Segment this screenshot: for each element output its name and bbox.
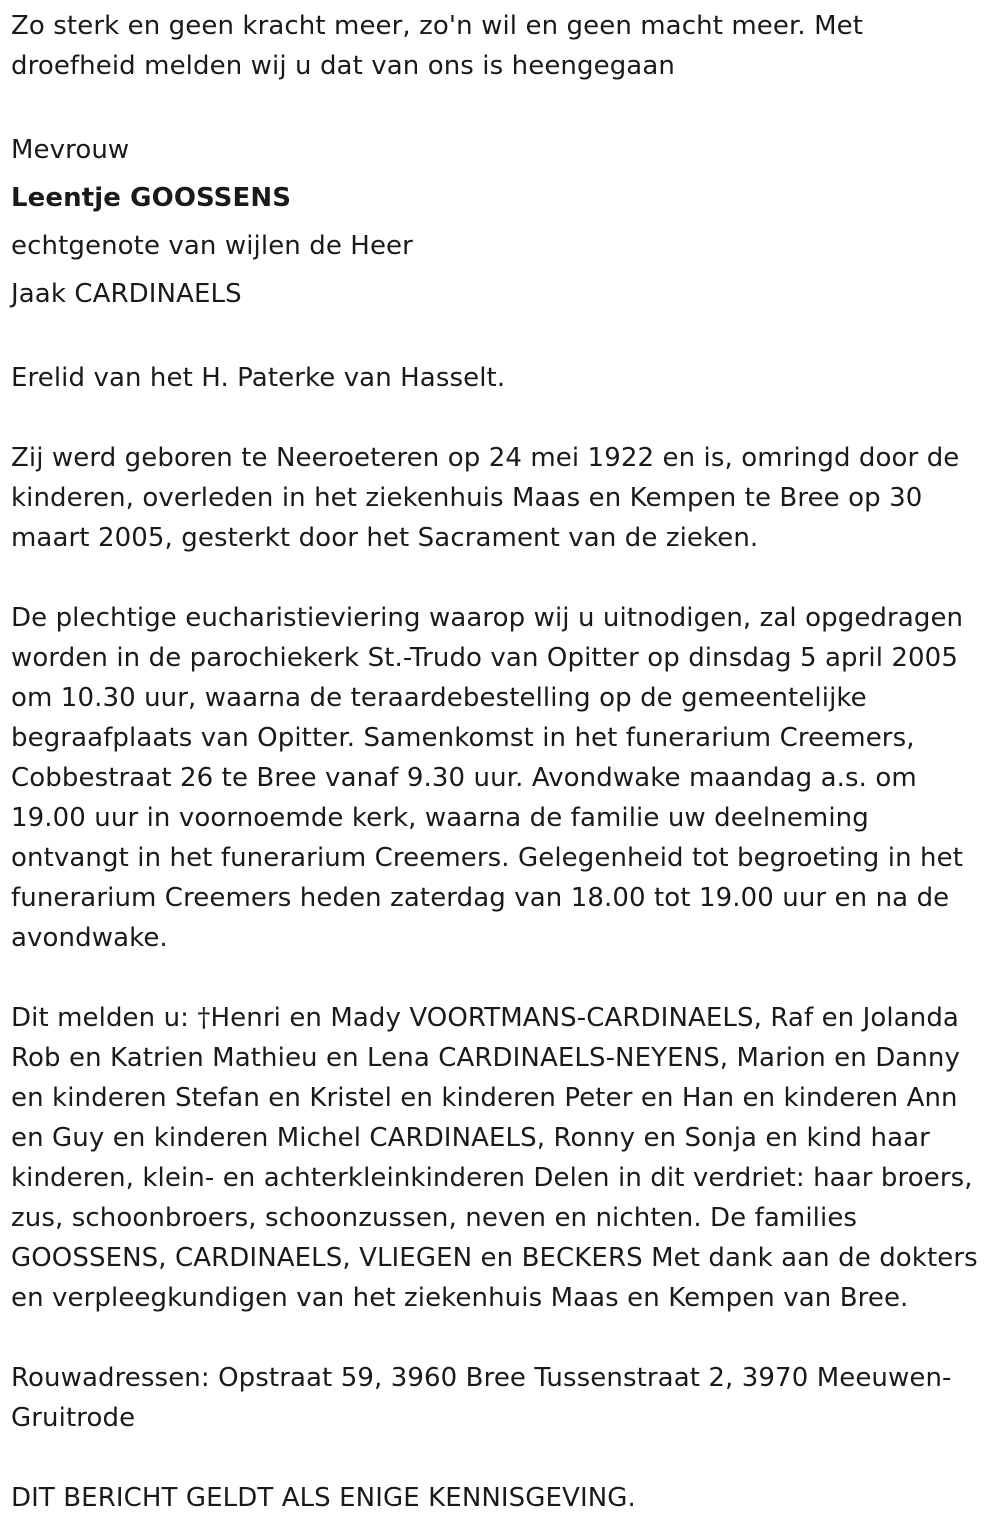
spacer <box>11 1438 991 1478</box>
family-prefix: Dit melden u: <box>11 1003 198 1033</box>
spouse-line-2: Jaak CARDINAELS <box>11 279 242 309</box>
closing-notice: DIT BERICHT GELDT ALS ENIGE KENNISGEVING. <box>11 1483 636 1513</box>
family-paragraph <box>11 998 991 1318</box>
honorary-membership: Erelid van het H. Paterke van Hasselt. <box>11 363 506 393</box>
cross-icon: † <box>197 1003 211 1033</box>
salutation: Mevrouw <box>11 135 130 165</box>
spacer <box>11 958 991 998</box>
ceremony-paragraph: De plechtige eucharistieviering waarop wij u uitnodigen, zal opgedragen worden in de parochiekerk St.-Trudo van Opitter op dinsdag 5 april 2005 om 10.30 uur, waarna de teraardebestelling op de gemeentelijke begraafplaats van Opitter. Samenkomst in het funerarium Creemers, Cobbestraat 26 te Bree vanaf 9.30 uur. Avondwake maandag a.s. om 19.00 uur in voornoemde kerk, waarna de familie uw deelneming ontvangt in het funerarium Creemers. Gelegenheid tot begroeting in het funerarium Creemers heden zaterdag van 18.00 tot 19.00 uur en na de avondwake. <box>11 603 964 953</box>
intro-text: Zo sterk en geen kracht meer, zo'n wil en geen macht meer. Met droefheid melden wij u dat van ons is heengegaan <box>11 11 864 81</box>
deceased-name: Leentje GOOSSENS <box>11 183 292 213</box>
spacer <box>11 86 991 126</box>
spacer <box>11 398 991 438</box>
obituary-notice <box>11 6 991 1518</box>
birth-death-paragraph: Zij werd geboren te Neeroeteren op 24 mei 1922 en is, omringd door de kinderen, overleden in het ziekenhuis Maas en Kempen te Bree op 30 maart 2005, gesterkt door het Sacrament van de zieken. <box>11 443 960 553</box>
spacer <box>11 558 991 598</box>
mourning-addresses: Rouwadressen: Opstraat 59, 3960 Bree Tussenstraat 2, 3970 Meeuwen-Gruitrode <box>11 1363 952 1433</box>
spacer <box>11 1318 991 1358</box>
spacer <box>11 318 991 358</box>
spouse-line-1: echtgenote van wijlen de Heer <box>11 231 413 261</box>
family-text: Henri en Mady VOORTMANS-CARDINAELS, Raf en Jolanda Rob en Katrien Mathieu en Lena CARDINAELS-NEYENS, Marion en Danny en kinderen Stefan en Kristel en kinderen Peter en Han en kinderen Ann en Guy en kinderen Michel CARDINAELS, Ronny en Sonja en kind haar kinderen, klein- en achterkleinkinderen Delen in dit verdriet: haar broers, zus, schoonbroers, schoonzussen, neven en nichten. De families GOOSSENS, CARDINAELS, VLIEGEN en BECKERS Met dank aan de dokters en verpleegkundigen van het ziekenhuis Maas en Kempen van Bree. <box>11 1003 978 1313</box>
